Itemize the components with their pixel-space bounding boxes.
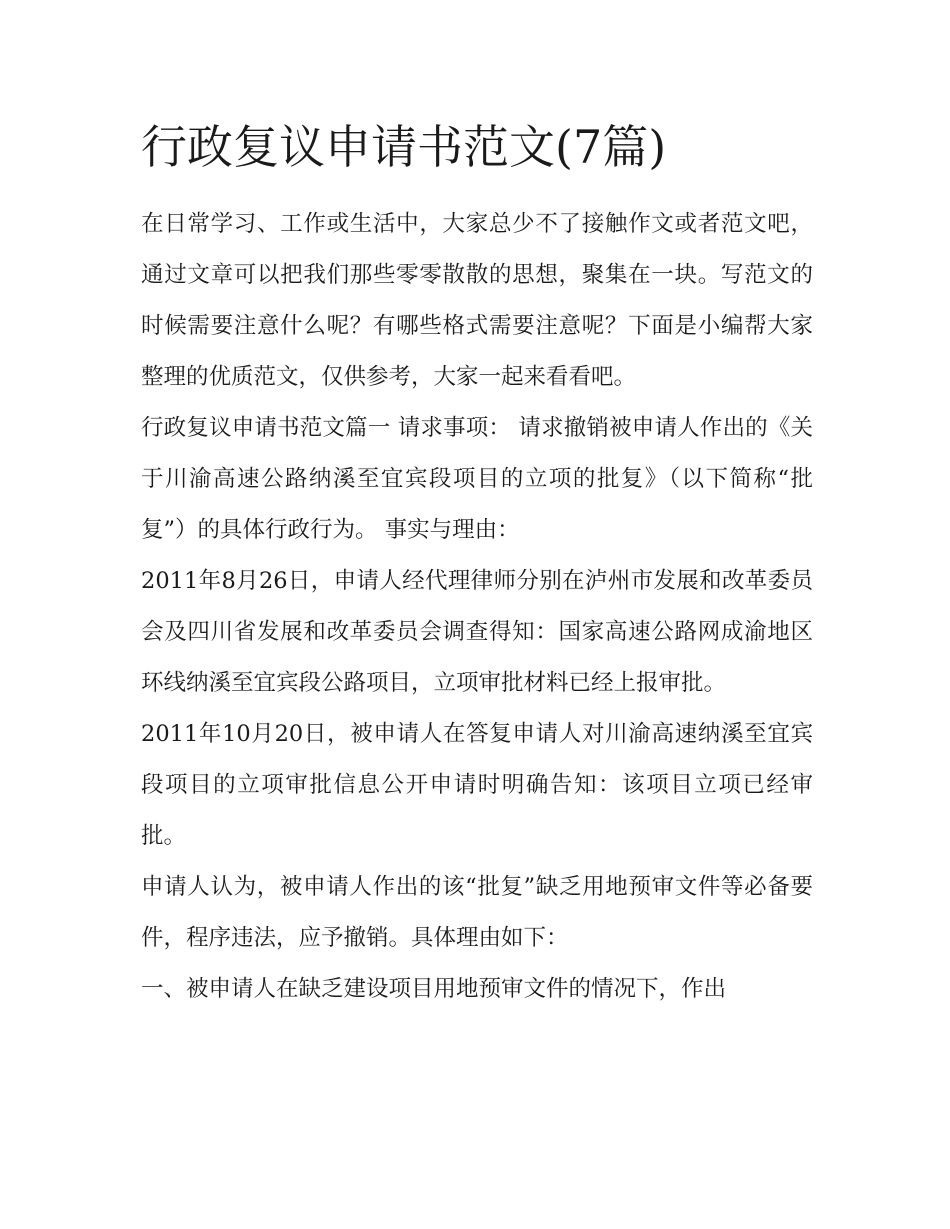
document-title: 行政复议申请书范文(7篇): [141, 120, 667, 174]
document-body: [141, 110, 813, 1015]
paragraph-reason-1: 一、被申请人在缺乏建设项目用地预审文件的情况下，作出: [141, 976, 727, 1002]
paragraph-fact-1: 2011年8月26日，申请人经代理律师分别在泸州市发展和改革委员会及四川省发展和改革委员会调查得知：国家高速公路网成渝地区环线纳溪至宜宾段公路项目，立项审批材料已经上报审批。: [141, 568, 813, 696]
paragraph-intro: 在日常学习、工作或生活中，大家总少不了接触作文或者范文吧，通过文章可以把我们那些零零散散的思想，聚集在一块。写范文的时候需要注意什么呢？有哪些格式需要注意呢？下面是小编帮大家整理的优质范文，仅供参考，大家一起来看看吧。: [141, 211, 813, 390]
paragraph-fact-2: 2011年10月20日，被申请人在答复申请人对川渝高速纳溪至宜宾段项目的立项审批信息公开申请时明确告知：该项目立项已经审批。: [141, 721, 813, 849]
paragraph-opinion: 申请人认为，被申请人作出的该“批复”缺乏用地预审文件等必备要件，程序违法，应予撤销。具体理由如下：: [141, 874, 813, 951]
paragraph-request: 行政复议申请书范文篇一 请求事项： 请求撤销被申请人作出的《关于川渝高速公路纳溪至宜宾段项目的立项的批复》（以下简称“批复”）的具体行政行为。 事实与理由：: [141, 415, 813, 543]
